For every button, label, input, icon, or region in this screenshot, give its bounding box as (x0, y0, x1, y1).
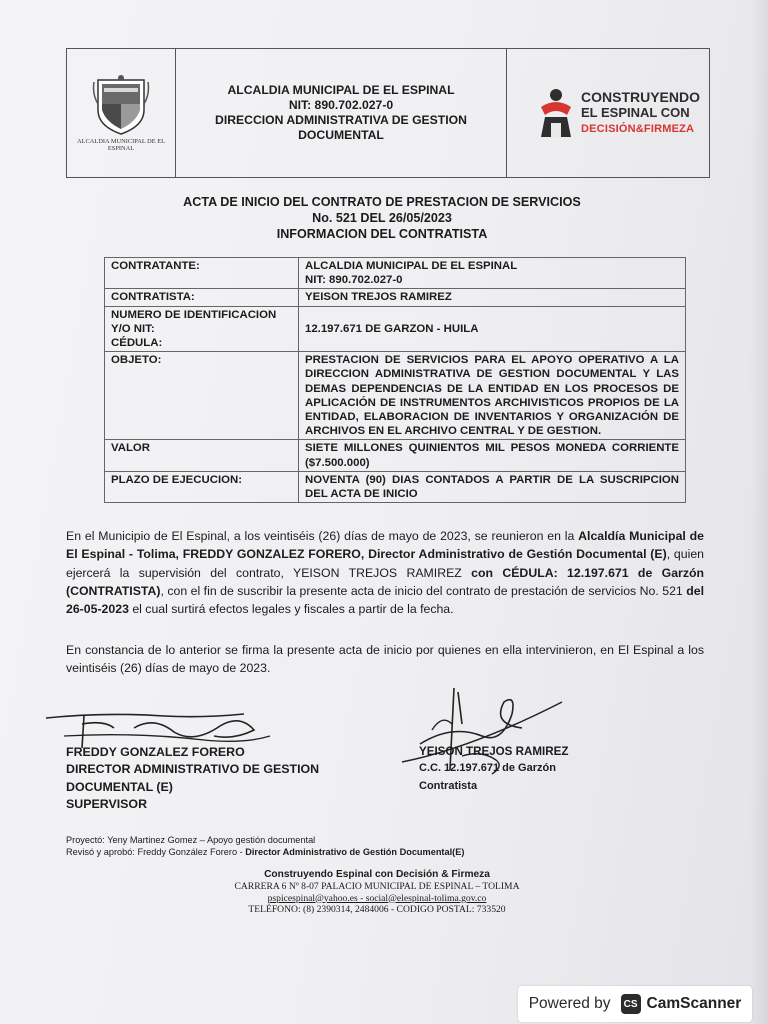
footer-slogan: Construyendo Espinal con Decisión & Firmeza (264, 869, 490, 880)
table-row (105, 306, 686, 352)
table-value: 12.197.671 DE GARZON - HUILA (299, 306, 686, 352)
letterhead-line: ALCALDIA MUNICIPAL DE EL ESPINAL (227, 83, 455, 97)
letterhead-line: DOCUMENTAL (298, 128, 384, 142)
table-key: PLAZO DE EJECUCION: (105, 471, 299, 502)
paragraph-bold-text: con CÉDULA: 12.197.671 de Garzón (CONTRATISTA) (66, 565, 704, 598)
table-row (105, 440, 686, 471)
id-label-line: Y/O NIT: (111, 322, 155, 335)
table-key: VALOR (105, 440, 299, 471)
contractor-id: C.C. 12.197.671 de Garzón (419, 762, 556, 775)
contractor-name: YEISON TREJOS RAMIREZ (419, 745, 569, 758)
table-value: NOVENTA (90) DIAS CONTADOS A PARTIR DE LA SUSCRIPCION DEL ACTA DE INICIO (299, 471, 686, 502)
table-key: OBJETO: (105, 352, 299, 440)
title-line: INFORMACION DEL CONTRATISTA (276, 227, 488, 241)
table-value: PRESTACION DE SERVICIOS PARA EL APOYO OPERATIVO A LA DIRECCION ADMINISTRATIVA DE GESTION DOCUMENTAL Y LAS DEMAS DEPENDENCIAS DE LA ENTIDAD EN LOS PROCESOS DE APLICACIÓN DE INSTRUMENTOS ARCHIVISTICOS PROPIOS DE LA ENTIDAD, ELABORACION DE INVENTARIOS Y ORGANIZACIÓN DE ARCHIVOS EN EL ARCHIVO CENTRAL Y DE GESTION. (299, 352, 686, 440)
brand-figure-icon (537, 87, 575, 139)
municipal-logo-cell (67, 49, 176, 177)
contract-info-table (104, 257, 686, 503)
note-text: Revisó y aprobó: Freddy González Forero - (66, 847, 246, 858)
table-row (105, 471, 686, 502)
supervisor-title: DOCUMENTAL (E) (66, 779, 173, 794)
table-row (105, 289, 686, 306)
body-paragraph (66, 527, 704, 618)
table-value: SIETE MILLONES QUINIENTOS MIL PESOS MONEDA CORRIENTE ($7.500.000) (299, 440, 686, 471)
table-row (105, 258, 686, 289)
id-label-line: NUMERO DE IDENTIFICACION (111, 308, 277, 321)
reviewed-by-note (66, 846, 464, 858)
letterhead-line: DIRECCION ADMINISTRATIVA DE GESTION (215, 113, 467, 127)
supervisor-signature-block (66, 744, 319, 813)
paragraph-bold-text: del 26-05-2023 (66, 583, 704, 617)
brand-line: EL ESPINAL CON (581, 105, 690, 120)
projected-by-note: Proyectó: Yeny Martinez Gomez – Apoyo gestión documental (66, 835, 316, 845)
title-line: No. 521 DEL 26/05/2023 (312, 211, 452, 225)
brand-tagline: DECISIÓN&FIRMEZA (581, 123, 695, 135)
paragraph-text: En el Municipio de El Espinal, a los veintiséis (26) días de mayo de 2023, se reunieron en la (66, 529, 579, 543)
contractor-signature-block (419, 743, 568, 795)
letterhead-title (176, 49, 507, 177)
title-line: ACTA DE INICIO DEL CONTRATO DE PRESTACION DE SERVICIOS (183, 195, 581, 209)
brand-line: CONSTRUYENDO (581, 89, 701, 105)
note-bold-text: Director Administrativo de Gestión Documental(E) (245, 847, 465, 858)
camscanner-logo-icon: CS (621, 994, 641, 1014)
powered-by-label: Powered by (528, 995, 611, 1012)
campaign-brand (507, 49, 709, 177)
review-notes (66, 834, 464, 858)
table-key: CONTRATISTA: (105, 289, 299, 306)
footer-address: CARRERA 6 Nº 8-07 PALACIO MUNICIPAL DE ESPINAL – TOLIMA (234, 881, 520, 892)
table-value: YEISON TREJOS RAMIREZ (299, 289, 686, 306)
footer-emails: pspicespinal@yahoo.es - social@elespinal-tolima.gov.co (267, 892, 487, 904)
paragraph-bold-text: Alcaldía Municipal de El Espinal - Tolima, FREDDY GONZALEZ FORERO, Director Administrativo de Gestión Documental (E) (66, 529, 704, 562)
paragraph-text: el cual surtirá efectos legales y fiscales a partir de la fecha. (128, 602, 454, 617)
paragraph-text: , quien ejercerá la supervisión del contrato, YEISON TREJOS RAMIREZ (66, 547, 704, 580)
id-label-line: CÉDULA: (111, 337, 163, 350)
footer-phone: TELÉFONO: (8) 2390314, 2484006 - CODIGO POSTAL: 733520 (248, 904, 506, 915)
supervisor-name: FREDDY GONZALEZ FORERO (66, 745, 245, 759)
contratante-name: ALCALDIA MUNICIPAL DE EL ESPINAL (305, 260, 518, 272)
letterhead-line: NIT: 890.702.027-0 (288, 98, 394, 112)
contratante-nit: NIT: 890.702.027-0 (305, 274, 403, 287)
table-value (299, 258, 686, 289)
paragraph-text: , con el fin de suscribir la presente acta de inicio del contrato de prestación de servicios No. 521 (160, 583, 687, 598)
address-footer (0, 868, 768, 916)
closing-paragraph: En constancia de lo anterior se firma la presente acta de inicio por quienes en ella intervinieron, en El Espinal a los veintiséis (26) días de mayo de 2023. (66, 643, 704, 676)
camscanner-label: CamScanner (646, 995, 742, 1012)
table-row (105, 352, 686, 440)
supervisor-role: SUPERVISOR (66, 796, 148, 811)
table-key (105, 306, 299, 352)
supervisor-title: DIRECTOR ADMINISTRATIVO DE GESTION (66, 762, 320, 777)
municipal-shield-icon (92, 74, 150, 136)
letterhead (66, 48, 710, 178)
table-key: CONTRATANTE: (105, 258, 299, 289)
brand-text (581, 89, 700, 137)
document-title (0, 194, 768, 242)
camscanner-watermark (518, 986, 752, 1022)
contractor-role: Contratista (419, 779, 478, 792)
municipality-caption: ALCALDIA MUNICIPAL DE EL ESPINAL (76, 138, 166, 152)
